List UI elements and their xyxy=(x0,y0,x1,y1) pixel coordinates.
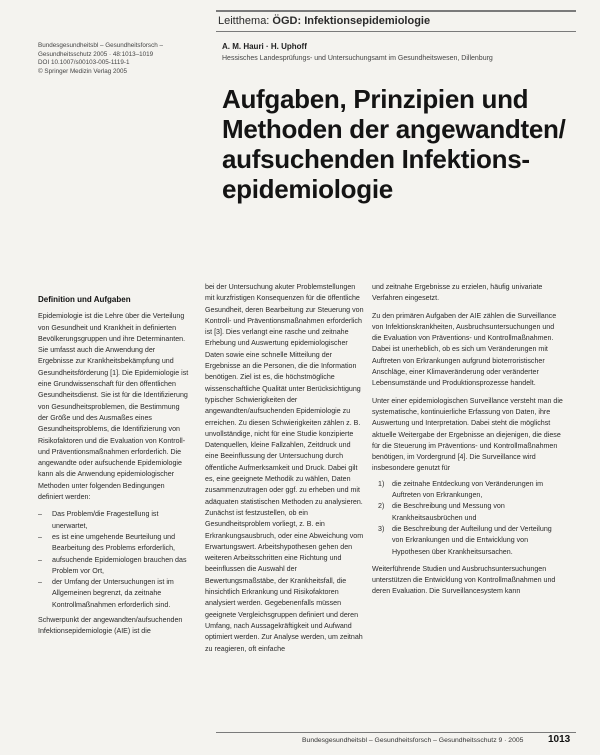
affiliation: Hessisches Landesprüfungs- und Untersuchungsamt im Gesundheitswesen, Dillenburg xyxy=(222,55,493,62)
journal-meta-line: © Springer Medizin Verlag 2005 xyxy=(38,67,127,75)
title-line: epidemiologie xyxy=(222,174,393,204)
footer-rule xyxy=(216,732,576,733)
column-1 xyxy=(38,294,190,638)
list-number: 3) xyxy=(378,524,385,533)
section-heading: Definition und Aufgaben xyxy=(38,295,131,304)
section-header xyxy=(218,15,430,27)
paragraph: bei der Untersuchung akuter Problemstellungen mit kurzfristigen Konsequenzen für die öffentliche Gesundheit, deren Bearbeitung zur Steuerung von Kontroll- und Präventionsmaßnahmen erforderlich ist [3]. Dies verlangt eine rasche und zeitnahe Erhebung und Auswertung epidemiologischer Daten sowie eine schnelle Mitteilung der Ergebnisse an die Personen, die die Information benötigen. Ziel ist es, die höchstmögliche wissenschaftliche Qualität unter Berücksichtigung typischer Schwierigkeiten der angewandten/aufsuchenden Epidemiologie zu erreichen. Zu diesen Schwierigkeiten zählen z. B. unvollständige, nicht für eine Studie konzipierte Datenquellen, kleine Fallzahlen, Zeitdruck und eine Beeinflussung der Untersuchung durch öffentliche Aufmerksamkeit und Druck. Dabei gilt es, eine geeignete Methodik zu wählen, Daten zusammenzutragen oder ggf. zu erheben und mit adäquaten statistischen Methoden zu analysieren. Zunächst ist festzustellen, ob ein Gesundheitsproblem vorliegt, z. B. ein Erkrankungsausbruch, oder eine Abweichung vom Erwartungswert. Arbeitshypothesen gehen den weiteren Arbeitsschritten eine Richtung und beeinflussen die Auswahl der Bewertungsmaßstäbe, der Krankheitsfall, die hinsichtlich Erkrankung und Risikofaktoren analysiert werden. Gegebenenfalls müssen geeignete Vergleichsgruppen definiert und deren Umfang, nach Aussagekräftigkeit und Aufwand optimiert werden. Zur Analyse werden, um zeitnah zu reagieren, oft einfache xyxy=(205,283,364,653)
column-2 xyxy=(205,282,365,655)
list-item xyxy=(372,524,564,558)
list-item: – es ist eine umgehende Beurteilung und Bearbeitung des Problems erforderlich, xyxy=(38,532,190,555)
section-prefix: Leitthema: xyxy=(218,15,273,27)
list-item-text: die zeitnahe Entdeckung von Veränderungen im Auftreten von Erkrankungen, xyxy=(392,479,544,500)
list-item-text: die Beschreibung der Aufteilung und der Verteilung von Erkrankungen und die Entwicklung von Hypothesen über Krankheitsursachen. xyxy=(392,524,552,556)
list-item: – der Umfang der Untersuchungen ist im Allgemeinen begrenzt, da zeitnahe Kontrollmaßnahmen erforderlich sind. xyxy=(38,577,190,611)
list-item: – aufsuchende Epidemiologen brauchen das Problem vor Ort, xyxy=(38,555,190,578)
list-number: 1) xyxy=(378,479,385,488)
column-3 xyxy=(372,282,564,598)
list-item xyxy=(372,501,564,524)
list-item xyxy=(372,479,564,502)
list-item: – Das Problem/die Fragestellung ist unerwartet, xyxy=(38,509,190,532)
list-item-text: die Beschreibung und Messung von Krankheitsausbrüchen und xyxy=(392,502,505,522)
paragraph: Unter einer epidemiologischen Surveillance versteht man die systematische, kontinuierliche Erfassung von Daten, ihre Auswertung und Interpretation. Dabei steht die möglichst aktuelle Weitergabe der Ergebnisse an diejenigen, die diese für die Steuerung im Präventions- und Kontrollmaßnahmen benötigen, im Vordergrund [4]. Die Surveillance wird insbesondere genutzt für xyxy=(372,396,563,473)
paragraph: Epidemiologie ist die Lehre über die Verteilung von Gesundheit und Krankheit in definierten Bevölkerungsgruppen und ihre Determinanten. Sie umfasst auch die Anwendung der Ergebnisse zur Krankheitsbekämpfung und Gesundheitsförderung [1]. Die Epidemiologie ist eine Grundwissenschaft für den öffentlichen Gesundheitsdienst. Sie ist für die Identifizierung von Gesundheitsproblemen, die Bestimmung der Größe und des Ausmaßes eines Gesundheitsproblems, die Identifizierung von Risikofaktoren und die Evaluation von Kontroll- und Präventionsmaßnahmen erforderlich. Die angewandte oder aufsuchende Epidemiologie kann als die Anwendung epidemiologischer Methoden unter folgenden Bedingungen definiert werden: xyxy=(38,312,189,502)
journal-meta-line: Gesundheitsschutz 2005 · 48:1013–1019 xyxy=(38,50,154,58)
article-title xyxy=(222,84,572,204)
title-line: aufsuchenden Infektions- xyxy=(222,144,530,174)
journal-meta-line: DOI 10.1007/s00103-005-1119-1 xyxy=(38,59,130,67)
header-rule xyxy=(216,10,576,12)
numbered-list xyxy=(372,479,564,558)
footer-journal: Bundesgesundheitsbl – Gesundheitsforsch – Gesundheitsschutz 9 · 2005 xyxy=(302,737,524,744)
paragraph: Zu den primären Aufgaben der AIE zählen die Surveillance von Infektionskrankheiten, Ausbruchsuntersuchungen und die Evaluation von Präventions- und Kontrollmaßnahmen. Dabei ist unerheblich, ob es sich um Veränderungen mit Auftreten von Erkrankungen aufgrund bioterroristischer Anschläge, einer Klimaveränderung oder veränderter Lebensumstände und Produktionsprozesse handelt. xyxy=(372,311,557,388)
header-rule-bottom xyxy=(216,31,576,32)
title-line: Methoden der angewandten/ xyxy=(222,114,566,144)
paragraph: Weiterführende Studien und Ausbruchsuntersuchungen unterstützen die Entwicklung von Kontrollmaßnahmen und deren Evaluation. Die Surveillancesystem kann xyxy=(372,564,556,596)
journal-meta-line: Bundesgesundheitsbl – Gesundheitsforsch – xyxy=(38,42,163,49)
title-line: Aufgaben, Prinzipien und xyxy=(222,84,529,114)
list-number: 2) xyxy=(378,502,385,511)
section-topic: ÖGD: Infektionsepidemiologie xyxy=(272,15,431,27)
paragraph: Schwerpunkt der angewandten/aufsuchenden Infektionsepidemiologie (AIE) ist die xyxy=(38,616,183,636)
authors: A. M. Hauri · H. Uphoff xyxy=(222,42,307,51)
bullet-list xyxy=(38,509,190,611)
journal-metadata xyxy=(38,42,198,76)
paragraph: und zeitnahe Ergebnisse zu erzielen, häufig univariate Verfahren eingesetzt. xyxy=(372,283,543,303)
page-number: 1013 xyxy=(548,734,571,745)
